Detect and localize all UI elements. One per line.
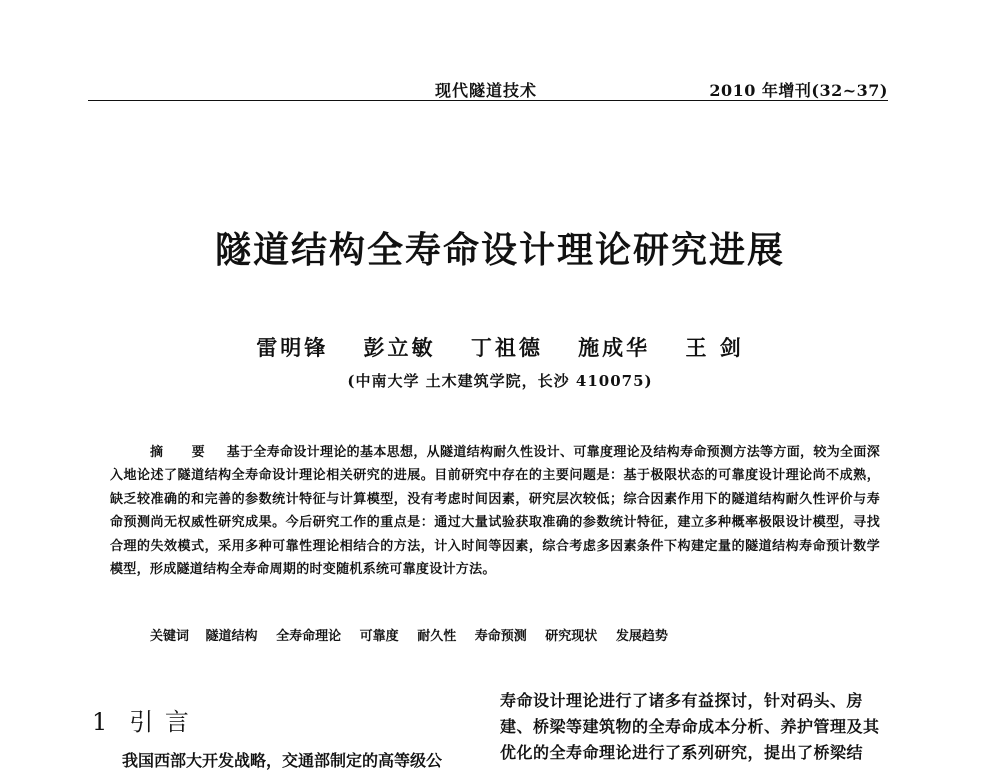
keyword: 研究现状	[545, 629, 598, 644]
keyword: 耐久性	[417, 629, 457, 644]
body-line: 建、桥梁等建筑物的全寿命成本分析、养护管理及其	[500, 717, 880, 736]
body-line: 优化的全寿命理论进行了系列研究，提出了桥梁结	[500, 743, 864, 762]
author-name: 彭立敏	[363, 335, 436, 360]
affiliation: (中南大学 土木建筑学院，长沙 410075)	[347, 372, 653, 390]
keywords	[150, 625, 682, 644]
abstract-label: 摘 要	[150, 445, 217, 460]
author-list	[0, 332, 1000, 362]
abstract-text: 基于全寿命设计理论的基本思想，从隧道结构耐久性设计、可靠度理论及结构寿命预测方法等方面，较为全面深入地论述了隧道结构全寿命设计理论相关研究的进展。目前研究中存在的主要问题是：基于极限状态的可靠度设计理论尚不成熟，缺乏较准确的和完善的参数统计特征与计算模型，没有考虑时间因素，研究层次较低；综合因素作用下的隧道结构耐久性评价与寿命预测尚无权威性研究成果。今后研究工作的重点是：通过大量试验获取准确的参数统计特征，建立多种概率极限设计模型，寻找合理的失效模式，采用多种可靠性理论相结合的方法，计入时间等因素，综合考虑多因素条件下构建定量的隧道结构寿命预计数学模型，形成隧道结构全寿命周期的时变随机系统可靠度设计方法。	[110, 445, 881, 578]
section-number: 1	[92, 708, 110, 736]
author-name: 丁祖德	[470, 335, 543, 360]
keywords-label: 关键词	[150, 629, 190, 644]
keyword: 寿命预测	[474, 629, 527, 644]
section-heading	[92, 702, 191, 737]
abstract	[110, 441, 880, 581]
body-line: 寿命设计理论进行了诸多有益探讨，针对码头、房	[500, 691, 864, 710]
author-name: 施成华	[578, 335, 651, 360]
body-right-column	[500, 688, 890, 766]
header-rule	[88, 100, 888, 101]
journal-name: 现代隧道技术	[435, 81, 538, 100]
author-name: 雷明锋	[256, 335, 329, 360]
paper-title: 隧道结构全寿命设计理论研究进展	[214, 229, 785, 271]
body-left-column: 我国西部大开发战略，交通部制定的高等级公	[122, 751, 443, 770]
issue-info: 2010 年增刊(32~37)	[709, 81, 888, 100]
section-title: 引 言	[129, 708, 191, 736]
keyword: 发展趋势	[615, 629, 668, 644]
author-name: 王 剑	[685, 335, 744, 360]
keyword: 隧道结构	[205, 629, 258, 644]
keyword: 可靠度	[359, 629, 399, 644]
keyword: 全寿命理论	[276, 629, 342, 644]
